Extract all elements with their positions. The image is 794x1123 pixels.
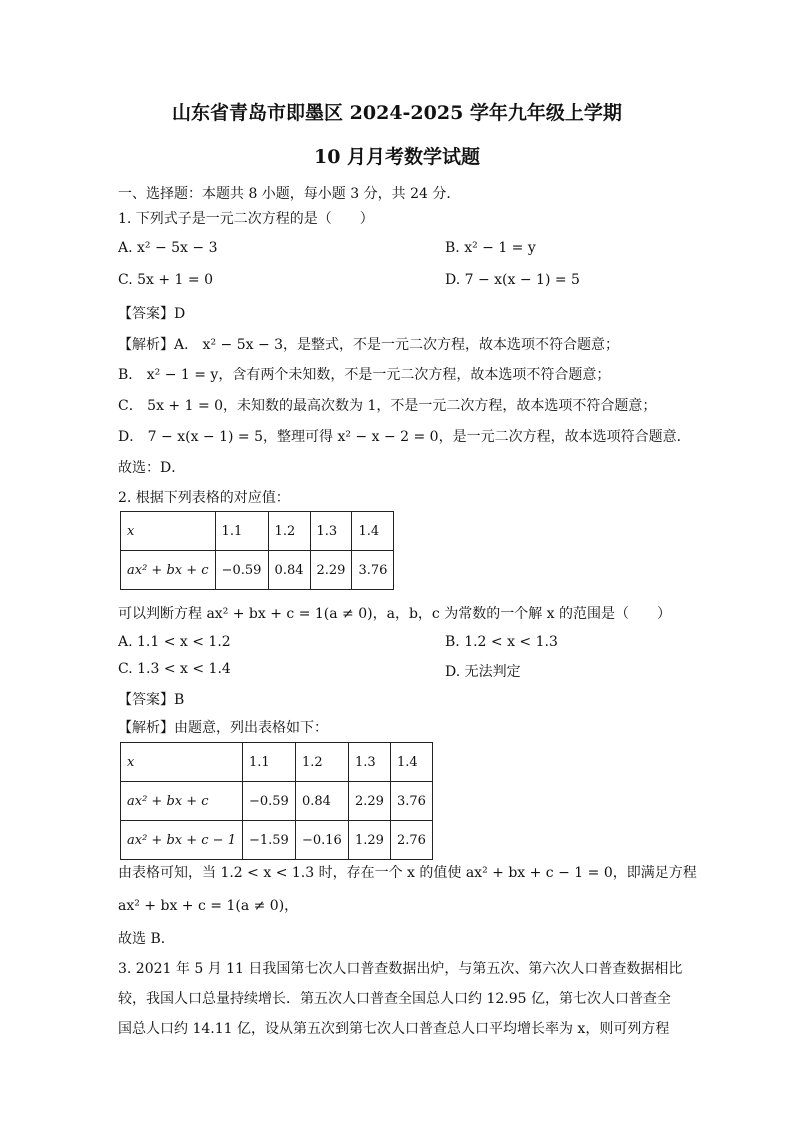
q3-stem-line: 国总人口约 14.11 亿，设从第五次到第七次人口普查总人口平均增长率为 x，则可列方程 [118,1021,670,1037]
table-cell: x [121,512,216,551]
table-cell: 3.76 [352,551,394,590]
q2-option-b: B. 1.2 < x < 1.3 [445,634,558,650]
table-cell: 1.3 [348,743,390,782]
table-cell: 1.4 [352,512,394,551]
table-cell: 0.84 [268,551,310,590]
q2-option-a: A. 1.1 < x < 1.2 [118,634,231,650]
q1-choose: 故选：D． [118,460,186,476]
q2-conclusion: 由表格可知，当 1.2 < x < 1.3 时，存在一个 x 的值使 ax² + bx + c − 1 = 0，即满足方程 [118,865,697,881]
table-cell: −0.59 [215,551,268,590]
q2-stem: 2. 根据下列表格的对应值： [118,490,290,506]
table-cell: 1.2 [295,743,348,782]
table-cell: 2.29 [348,782,390,821]
q1-option-c: C. 5x + 1 = 0 [118,272,213,288]
q1-option-d: D. 7 − x(x − 1) = 5 [445,272,580,288]
q2-table [120,511,394,590]
page-title: 山东省青岛市即墨区 2024-2025 学年九年级上学期 [172,102,622,124]
q2-choose: 故选 B． [118,931,175,947]
q2-option-d: D. 无法判定 [445,664,521,680]
table-cell: 1.1 [242,743,295,782]
table-row [121,821,433,860]
table-cell: 1.3 [310,512,352,551]
q2-question: 可以判断方程 ax² + bx + c = 1(a ≠ 0)，a，b，c 为常数的一个解 x 的范围是（ ） [118,606,672,622]
q1-stem: 1. 下列式子是一元二次方程的是（ ） [118,211,374,227]
q1-option-a: A. x² − 5x − 3 [118,240,218,256]
q1-option-b: B. x² − 1 = y [445,240,536,256]
table-cell: 3.76 [390,782,432,821]
table-cell: −0.59 [242,782,295,821]
q2-option-c: C. 1.3 < x < 1.4 [118,661,231,677]
q1-answer: 【答案】D [118,306,186,322]
q2-analysis-table [120,742,433,860]
table-row [121,551,394,590]
table-cell: ax² + bx + c [121,782,243,821]
table-cell: 2.29 [310,551,352,590]
q1-analysis-line: 【解析】A． x² − 5x − 3，是整式，不是一元二次方程，故本选项不符合题意； [118,337,620,353]
q3-stem-line: 较，我国人口总量持续增长．第五次人口普查全国总人口约 12.95 亿，第七次人口普查全 [118,991,671,1007]
table-cell: −0.16 [295,821,348,860]
table-cell: 1.2 [268,512,310,551]
table-cell: 1.29 [348,821,390,860]
q1-analysis-line: C． 5x + 1 = 0，未知数的最高次数为 1，不是一元二次方程，故本选项不符合题意； [118,398,657,414]
table-cell: −1.59 [242,821,295,860]
q2-conclusion: ax² + bx + c = 1(a ≠ 0)， [118,898,299,914]
table-cell: ax² + bx + c − 1 [121,821,243,860]
table-row [121,782,433,821]
section-heading: 一、选择题：本题共 8 小题，每小题 3 分，共 24 分． [118,186,461,202]
table-row [121,743,433,782]
q2-analysis-intro: 【解析】由题意，列出表格如下： [118,720,328,736]
page-subtitle: 10 月月考数学试题 [313,146,481,168]
table-row [121,512,394,551]
table-cell: 1.1 [215,512,268,551]
q1-analysis-line: B． x² − 1 = y，含有两个未知数，不是一元二次方程，故本选项不符合题意； [118,367,611,383]
table-cell: 2.76 [390,821,432,860]
q3-stem-line: 3. 2021 年 5 月 11 日我国第七次人口普查数据出炉，与第五次、第六次人口普查数据相比 [118,961,683,977]
table-cell: 0.84 [295,782,348,821]
q2-answer: 【答案】B [118,692,185,708]
table-cell: ax² + bx + c [121,551,216,590]
table-cell: 1.4 [390,743,432,782]
q1-analysis-line: D． 7 − x(x − 1) = 5，整理可得 x² − x − 2 = 0，是一元二次方程，故本选项符合题意． [118,429,691,445]
table-cell: x [121,743,243,782]
